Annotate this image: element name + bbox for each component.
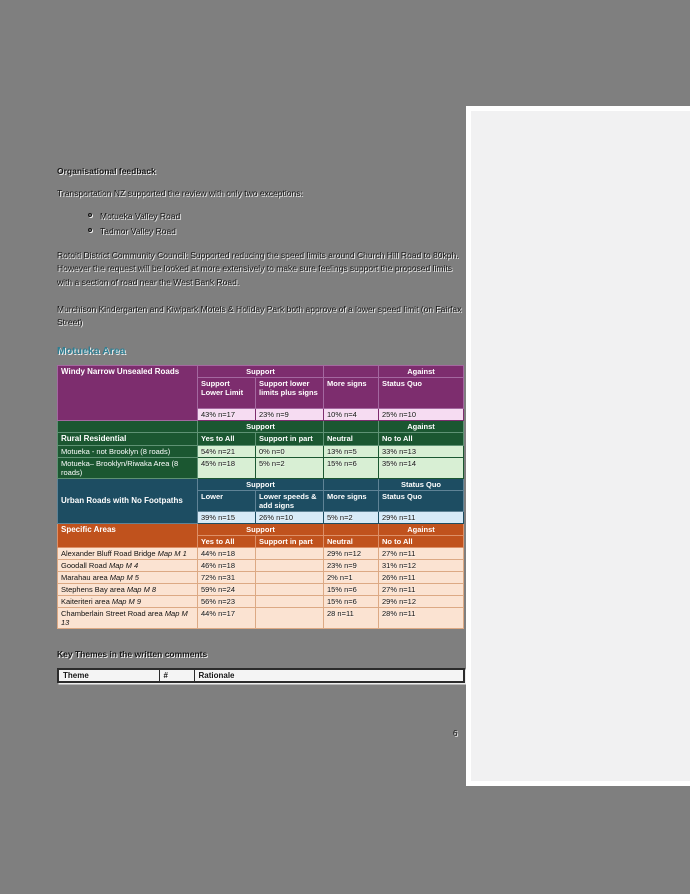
map-reference: Map M 13 (61, 608, 188, 627)
column-header: Neutral (324, 535, 379, 547)
data-cell: 44% n=17 (198, 607, 256, 628)
support-header: Support (198, 523, 324, 535)
data-cell: 35% n=14 (379, 457, 464, 478)
data-cell: 44% n=18 (198, 547, 256, 559)
bullet-text: Tadmor Valley Road (100, 226, 176, 237)
rural-residential-section (58, 421, 464, 479)
column-header: Status Quo (379, 490, 464, 511)
column-header: Support in part (256, 535, 324, 547)
section-label: Specific Areas (58, 523, 198, 547)
bullet-item (88, 211, 463, 221)
data-cell: 23% n=9 (256, 409, 324, 421)
column-header: More signs (324, 378, 379, 409)
column-header: More signs (324, 490, 379, 511)
against-header: Against (379, 366, 464, 378)
data-cell: 23% n=9 (324, 559, 379, 571)
map-reference: Map M 4 (108, 560, 139, 570)
column-header: Theme (58, 669, 159, 682)
support-header: Support (198, 421, 324, 433)
data-cell: 26% n=11 (379, 571, 464, 583)
blank-page-panel (466, 106, 690, 786)
transport-paragraph: Transportation NZ supported the review with only two exceptions: (57, 188, 303, 198)
data-cell: 72% n=31 (198, 571, 256, 583)
data-cell: 29% n=11 (379, 511, 464, 523)
results-table (57, 365, 464, 629)
column-header: Lower (198, 490, 256, 511)
column-header: Neutral (324, 433, 379, 446)
against-header: Status Quo (379, 478, 464, 490)
data-cell (256, 595, 324, 607)
row-label: Chamberlain Street Road area Map M 13 (58, 607, 198, 628)
rotoiti-paragraph: Rotoiti District Community Council: Supported reducing the speed limits around Church Hill Road to 80kph. However the request will be looked at more extensively to make sure feelings support the proposed limits with a section of road near the West Bank Road. (57, 250, 459, 287)
data-cell: 56% n=23 (198, 595, 256, 607)
themes-table (57, 668, 465, 683)
document-text-layer (57, 166, 463, 683)
column-header: Status Quo (379, 378, 464, 409)
data-cell (256, 607, 324, 628)
data-cell: 0% n=0 (256, 445, 324, 457)
support-header: Support (198, 366, 324, 378)
data-cell: 43% n=17 (198, 409, 256, 421)
data-cell: 29% n=12 (379, 595, 464, 607)
data-cell: 15% n=6 (324, 457, 379, 478)
windy-unsealed-roads-section (58, 366, 464, 421)
page-number: 6 (453, 729, 458, 738)
map-reference: Map M 8 (126, 584, 157, 594)
data-cell: 25% n=10 (379, 409, 464, 421)
row-label: Motueka– Brooklyn/Riwaka Area (8 roads) (58, 457, 198, 478)
spacer-cell (324, 421, 379, 433)
data-cell: 31% n=12 (379, 559, 464, 571)
data-cell: 15% n=6 (324, 583, 379, 595)
row-label: Motueka - not Brooklyn (8 roads) (58, 445, 198, 457)
column-header: Rationale (194, 669, 464, 682)
data-cell (256, 547, 324, 559)
column-header: Lower speeds & add signs (256, 490, 324, 511)
support-header: Support (198, 478, 324, 490)
data-cell: 46% n=18 (198, 559, 256, 571)
column-header: Support lower limits plus signs (256, 378, 324, 409)
row-label: Stephens Bay area Map M 8 (58, 583, 198, 595)
data-cell: 28% n=11 (379, 607, 464, 628)
bullet-icon (88, 213, 92, 217)
data-cell: 27% n=11 (379, 547, 464, 559)
bullet-list (57, 211, 463, 236)
data-cell (256, 583, 324, 595)
row-label: Alexander Bluff Road Bridge Map M 1 (58, 547, 198, 559)
map-reference: Map M 1 (157, 548, 187, 558)
section-label: Windy Narrow Unsealed Roads (58, 366, 198, 421)
data-cell: 59% n=24 (198, 583, 256, 595)
spacer-cell (324, 523, 379, 535)
row-label: Kaiteriteri area Map M 9 (58, 595, 198, 607)
motueka-area-heading: Motueka Area (57, 345, 126, 358)
spacer-cell (324, 478, 379, 490)
data-cell: 5% n=2 (256, 457, 324, 478)
bullet-icon (88, 228, 92, 232)
map-reference: Map M 9 (111, 596, 142, 606)
column-header: No to All (379, 433, 464, 446)
column-header: No to All (379, 535, 464, 547)
data-cell: 5% n=2 (324, 511, 379, 523)
spacer-cell (324, 366, 379, 378)
against-header: Against (379, 421, 464, 433)
org-feedback-heading: Organisational feedback (57, 166, 156, 176)
urban-no-footpaths-section (58, 478, 464, 523)
data-cell: 28 n=11 (324, 607, 379, 628)
specific-areas-section (58, 523, 464, 628)
column-header: Yes to All (198, 535, 256, 547)
column-header: # (159, 669, 194, 682)
map-reference: Map M 5 (109, 572, 139, 582)
spacer-cell (58, 421, 198, 433)
bullet-text: Motueka Valley Road (100, 211, 181, 222)
data-cell: 10% n=4 (324, 409, 379, 421)
data-cell: 45% n=18 (198, 457, 256, 478)
against-header: Against (379, 523, 464, 535)
data-cell: 33% n=13 (379, 445, 464, 457)
row-label: Goodall Road Map M 4 (58, 559, 198, 571)
row-label: Marahau area Map M 5 (58, 571, 198, 583)
column-header: Support Lower Limit (198, 378, 256, 409)
column-header: Yes to All (198, 433, 256, 446)
data-cell: 54% n=21 (198, 445, 256, 457)
data-cell: 15% n=6 (324, 595, 379, 607)
data-cell (256, 571, 324, 583)
key-themes-heading: Key Themes in the written comments (57, 648, 208, 659)
column-header: Support in part (256, 433, 324, 446)
data-cell: 26% n=10 (256, 511, 324, 523)
bullet-item (88, 226, 463, 236)
section-label: Rural Residential (58, 433, 198, 446)
data-cell: 13% n=5 (324, 445, 379, 457)
data-cell (256, 559, 324, 571)
data-cell: 39% n=15 (198, 511, 256, 523)
data-cell: 29% n=12 (324, 547, 379, 559)
data-cell: 2% n=1 (324, 571, 379, 583)
murchison-paragraph: Murchison Kindergarten and Kiwipark Motels & Holiday Park both approve of a lower speed limit (on Fairfax Street) (57, 303, 462, 327)
section-label: Urban Roads with No Footpaths (58, 478, 198, 523)
data-cell: 27% n=11 (379, 583, 464, 595)
